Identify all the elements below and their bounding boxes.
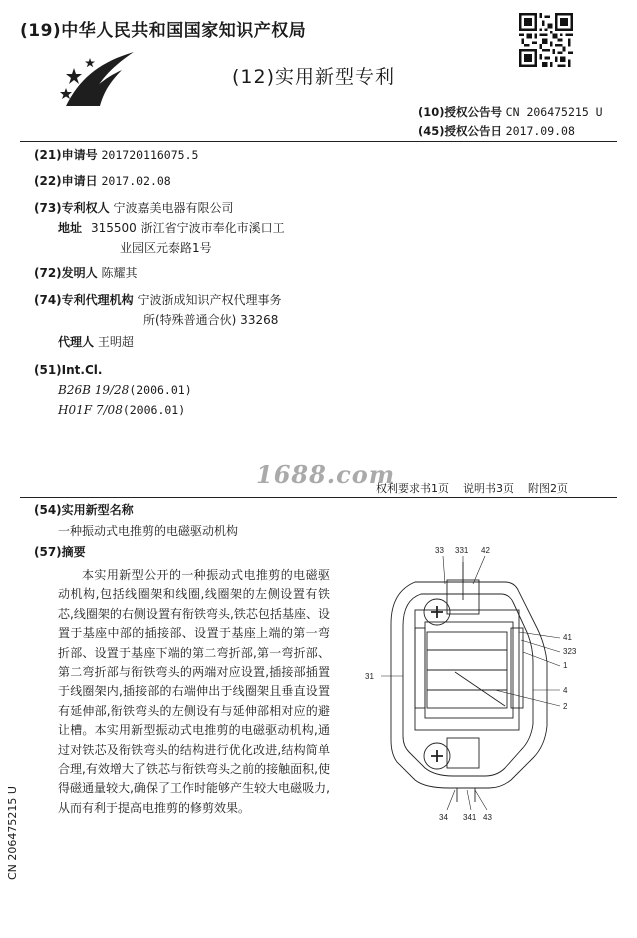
pages-summary: 权利要求书1页 说明书3页 附图2页 [376,482,568,495]
publication-date [418,123,575,139]
application-number [34,146,198,165]
patent-agent-value: 王明超 [97,335,134,349]
application-number-value: 201720116075.5 [101,148,199,162]
ipc-entry-1 [58,381,192,400]
figure-label-331: 331 [455,546,469,555]
figure-label-42: 42 [481,546,490,555]
publication-number-label: (10)授权公告号 [418,105,503,119]
patent-agency-label: (74)专利代理机构 [34,293,134,307]
figure-label-43: 43 [483,813,492,822]
ipc-entry-2 [58,401,185,420]
inventor [34,264,138,283]
qr-code [519,13,573,67]
figure-label-2: 2 [563,702,568,711]
watermark: 1688.com [256,460,396,489]
abstract-label: (57)摘要 [34,545,86,559]
figure-label-323: 323 [563,647,577,656]
ipc-code-2: H01F 7/08 [58,403,123,417]
abstract-text: 本实用新型公开的一种振动式电推剪的电磁驱动机构,包括线圈架和线圈,线圈架的左侧设置有铁芯,线圈架的右侧设置有衔铁弯头,铁芯包括基座、设置于基座中部的插接部、设置于基座上端的第一弯折部、设置于基座下端的第二弯折部,第一弯折部、第二弯折部与衔铁弯头的两端对应设置,插接部插置于线圈架内,插接部的右端伸出于线圈架且垂直设置有延伸部,衔铁弯头的左侧设有与延伸部相对应的避让槽。本实用新型振动式电推剪的电磁驱动机构,通过对铁芯及衔铁弯头的结构进行优化改进,结构简单合理,有效增大了铁芯与衔铁弯头之前的接触面积,使得磁通量较大,确保了工作时能够产生较大电磁吸力,从而有利于提高电推剪的修剪效果。 [58,568,330,815]
figure-label-1: 1 [563,661,568,670]
ipc-version-2: (2006.01) [122,403,186,417]
figure-label-341: 341 [463,813,477,822]
patent-agent-label: 代理人 [58,335,95,349]
figure-label-41: 41 [563,633,572,642]
section-rule [20,497,617,498]
header-rule [20,141,617,142]
filing-date-value: 2017.02.08 [101,174,171,188]
publication-number [418,104,603,120]
utility-model-title: 一种振动式电推剪的电磁驱动机构 [58,524,239,538]
filing-date-label: (22)申请日 [34,174,98,188]
patent-agency-line-1: 宁波浙成知识产权代理事务 [137,293,282,307]
patentee-label: (73)专利权人 [34,201,110,215]
figure-label-31: 31 [365,672,374,681]
address-label: 地址 [58,221,83,235]
patent-agent [58,333,134,352]
application-number-label: (21)申请号 [34,148,98,162]
address-line-1: 315500 浙江省宁波市奉化市溪口工 [91,221,285,235]
figure-label-33: 33 [435,546,444,555]
int-cl-label: (51)Int.Cl. [34,363,103,377]
ipc-code-1: B26B 19/28 [58,383,130,397]
figure-label-4: 4 [563,686,568,695]
patentee-value: 宁波嘉美电器有限公司 [113,201,234,215]
patent-agency-line-2: 所(特殊普通合伙) 33268 [143,313,279,327]
abstract-figure [355,540,605,830]
figure-label-34: 34 [439,813,448,822]
inventor-value: 陈耀其 [101,266,138,280]
ipc-version-1: (2006.01) [129,383,192,397]
document-kind: (12)实用新型专利 [232,66,396,88]
patent-agency [34,291,282,310]
inventor-label: (72)发明人 [34,266,98,280]
side-publication-number: CN 206475215 U [6,786,19,880]
filing-date [34,172,171,191]
utility-model-title-label: (54)实用新型名称 [34,503,134,517]
publication-date-label: (45)授权公告日 [418,124,503,138]
address-line-2: 业园区元泰路1号 [120,241,212,255]
issuing-office: (19)中华人民共和国国家知识产权局 [20,21,307,41]
publication-number-value: CN 206475215 U [505,105,603,119]
patentee [34,199,234,218]
publication-date-value: 2017.09.08 [505,124,575,138]
cnipa-emblem [60,48,140,110]
